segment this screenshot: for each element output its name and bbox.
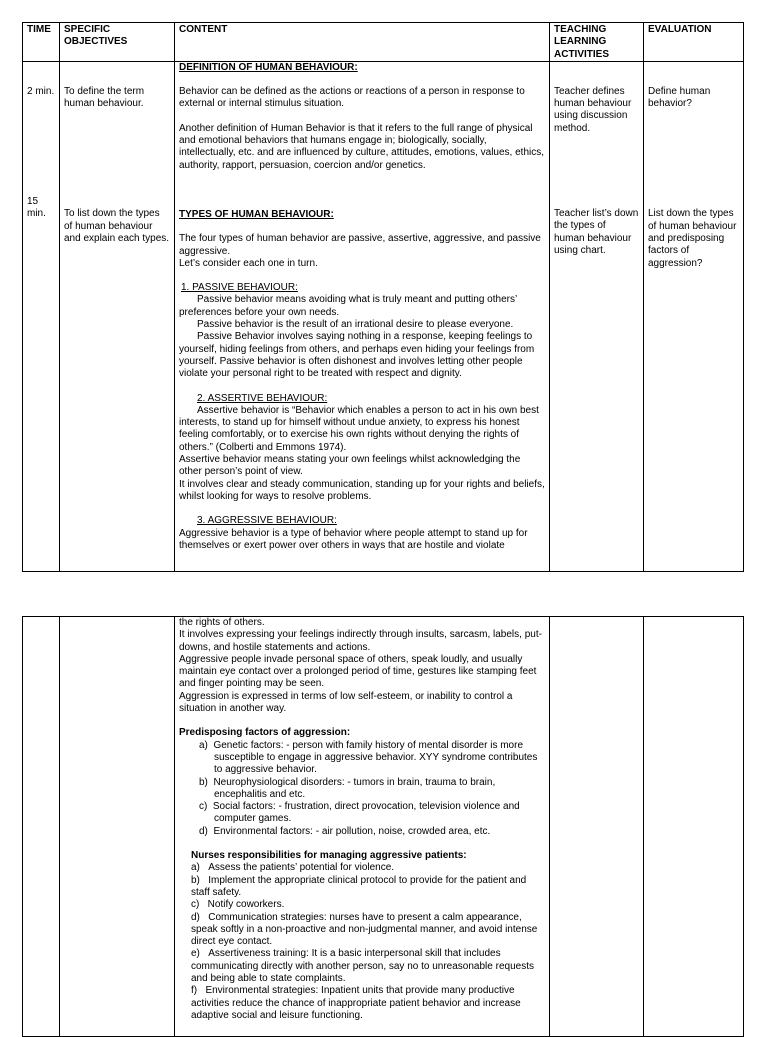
- factor-item: a) Genetic factors: - person with family history of mental disorder is more susceptible to engage in aggressive behavior. XYY syndrome contributes to aggressive behavior.: [199, 739, 538, 776]
- header-objectives: SPECIFIC OBJECTIVES: [60, 23, 175, 62]
- time-cell-p2: [23, 617, 60, 1037]
- aggressive-para-4: Aggression is expressed in terms of low self-esteem, or inability to control a situation in another way.: [179, 690, 513, 715]
- header-evaluation: EVALUATION: [644, 23, 744, 62]
- header-time: TIME: [23, 23, 60, 62]
- factor-item: b) Neurophysiological disorders: - tumors in brain, trauma to brain, encephalitis and etc.: [199, 776, 496, 800]
- passive-heading: 1. PASSIVE BEHAVIOUR:: [181, 282, 298, 294]
- lesson-plan-table-page-1: [22, 22, 744, 572]
- definition-para-1: Behavior can be defined as the actions or reactions of a person in response to external or internal stimulus situation.: [179, 86, 525, 110]
- time-cell: [23, 61, 60, 571]
- teaching-define: Teacher defines human behaviour using discussion method.: [554, 85, 632, 134]
- evaluation-cell: [644, 61, 744, 571]
- teaching-cell: [550, 61, 644, 571]
- evaluation-list-types: List down the types of human behaviour and predisposing factors of aggression?: [648, 208, 737, 269]
- nurse-item: d) Communication strategies: nurses have to present a calm appearance, speak softly in a non-proactive and non-judgmental manner, and avoid intense direct eye contact.: [191, 911, 538, 948]
- definition-heading: DEFINITION OF HUMAN BEHAVIOUR:: [179, 61, 358, 73]
- passive-para-2: Passive behavior is the result of an irrational desire to please everyone.: [197, 319, 514, 331]
- nurse-item: b) Implement the appropriate clinical protocol to provide for the patient and staff safety.: [191, 874, 527, 898]
- objectives-cell-p2: [60, 617, 175, 1037]
- factor-item: d) Environmental factors: - air pollution, noise, crowded area, etc.: [199, 825, 491, 837]
- types-heading: TYPES OF HUMAN BEHAVIOUR:: [179, 208, 334, 220]
- lesson-plan-table-page-2: [22, 616, 744, 1037]
- definition-para-2: Another definition of Human Behavior is that it refers to the full range of physical and emotional behaviors that humans engage in; biologically, socially, intellectually, etc. and are influenced by culture, attitudes, emotions, values, ethics, authority, rapport, persuasion, coercion and/or genetics.: [179, 122, 545, 171]
- objectives-cell: [60, 61, 175, 571]
- header-content: CONTENT: [175, 23, 550, 62]
- aggressive-para-3: Aggressive people invade personal space of others, speak loudly, and usually maintain eye contact over a prolonged period of time, gestures like stamping feet and finger pointing may be seen.: [179, 653, 537, 690]
- content-cell: [175, 61, 550, 571]
- assertive-para-1: Assertive behavior is “Behavior which enables a person to act in his own best interests, to stand up for himself without undue anxiety, to express his honest feeling comfortably, or to exercise his own rights without denying the rights of others.” (Colberti and Emmons 1974).: [179, 404, 539, 453]
- aggressive-para-1: Aggressive behavior is a type of behavior where people attempt to stand up for themselves or exert power over others in ways that are hostile and violate: [179, 527, 528, 551]
- passive-para-3: Passive Behavior involves saying nothing in a response, keeping feelings to yourself, hiding feelings from others, and perhaps even hiding your feelings from yourself. Passive behavior is often dishonest and involves letting other people violate your personal right to be treated with respect and dignity.: [179, 331, 535, 380]
- content-cell-p2: [175, 617, 550, 1037]
- evaluation-define: Define human behavior?: [648, 85, 711, 110]
- header-teaching: TEACHING LEARNING ACTIVITIES: [550, 23, 644, 62]
- factors-heading: Predisposing factors of aggression:: [179, 727, 351, 739]
- objective-define: To define the term human behaviour.: [64, 85, 145, 110]
- aggressive-para-2: It involves expressing your feelings indirectly through insults, sarcasm, labels, put-downs, and hostile statements and actions.: [179, 629, 542, 653]
- teaching-list-types: Teacher list’s down the types of human behaviour using chart.: [554, 208, 639, 256]
- types-intro: The four types of human behavior are passive, assertive, aggressive, and passive aggressive.: [179, 233, 541, 257]
- objective-list-types: To list down the types of human behaviour and explain each types.: [64, 208, 170, 245]
- nurse-item: e) Assertiveness training: It is a basic interpersonal skill that includes communicating directly with another person, say no to unreasonable requests and being able to state complaints.: [191, 948, 534, 985]
- passive-para-1: Passive behavior means avoiding what is truly meant and putting others’ preferences before your own needs.: [179, 294, 517, 318]
- nurse-item: a) Assess the patients’ potential for violence.: [191, 862, 395, 874]
- nurse-item: c) Notify coworkers.: [191, 899, 285, 911]
- nurse-item: f) Environmental strategies: Inpatient units that provide many productive activities reduce the chance of inappropriate patient behavior and increase adaptive social and leisure functioning.: [191, 985, 521, 1021]
- aggressive-heading: 3. AGGRESSIVE BEHAVIOUR:: [197, 515, 337, 527]
- time-2min: 2 min.: [27, 85, 55, 97]
- assertive-heading: 2. ASSERTIVE BEHAVIOUR:: [197, 392, 328, 404]
- time-15min: 15 min.: [27, 196, 46, 220]
- aggressive-continued: the rights of others.: [179, 617, 265, 628]
- teaching-cell-p2: [550, 617, 644, 1037]
- factor-item: c) Social factors: - frustration, direct provocation, television violence and computer games.: [199, 801, 520, 825]
- nurses-heading: Nurses responsibilities for managing aggressive patients:: [191, 850, 467, 862]
- evaluation-cell-p2: [644, 617, 744, 1037]
- types-intro-2: Let’s consider each one in turn.: [179, 257, 318, 269]
- assertive-para-2: Assertive behavior means stating your own feelings whilst acknowledging the other person’s point of view.: [179, 454, 521, 478]
- assertive-para-3: It involves clear and steady communication, standing up for your rights and beliefs, whilst looking for ways to resolve problems.: [179, 478, 545, 502]
